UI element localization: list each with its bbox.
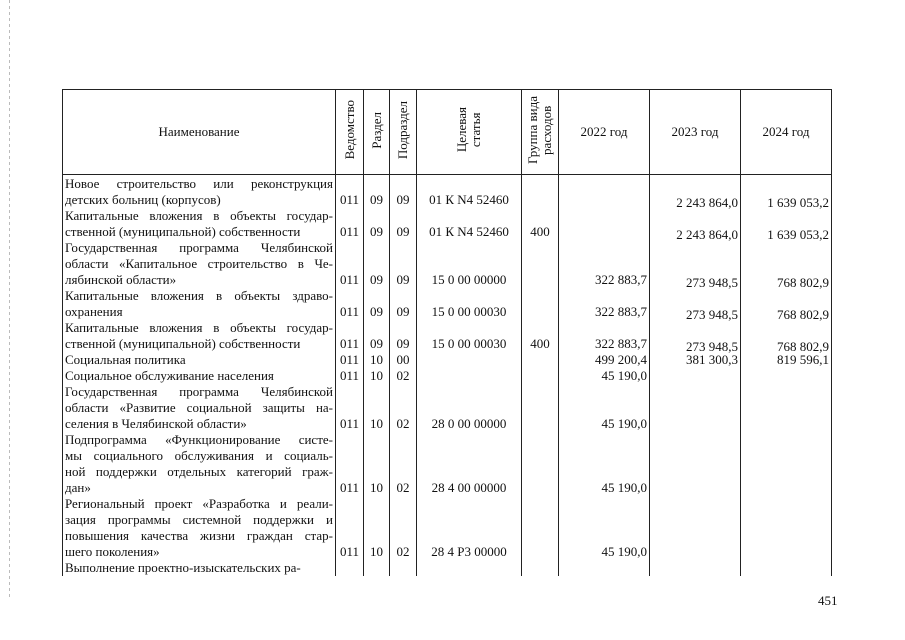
row-gruppa <box>522 432 559 496</box>
row-amount-2023 <box>650 384 741 432</box>
row-amount-2022: 322 883,7 <box>559 240 650 288</box>
header-celevaya-statya: Целевая статья <box>417 90 522 175</box>
table-row <box>63 208 832 240</box>
table-row <box>63 175 832 209</box>
row-amount-2022: 322 883,7 <box>559 320 650 352</box>
header-name: Наименование <box>63 90 336 175</box>
row-gruppa <box>522 175 559 209</box>
row-amount-2024: 1 639 053,2 <box>741 211 832 243</box>
table-row <box>63 288 832 320</box>
row-amount-2024 <box>741 560 832 576</box>
row-amount-2024 <box>741 496 832 560</box>
row-name-line: ственной (муниципальной) собственности <box>65 336 301 351</box>
row-amount-2024: 819 596,1 <box>741 352 832 368</box>
row-amount-2024: 768 802,9 <box>741 323 832 355</box>
row-vedomstvo: 011 <box>336 368 364 384</box>
row-razdel: 10 <box>364 384 390 432</box>
row-name-line: Региональный проект «Разработка и реали- <box>65 496 333 511</box>
row-name-line: мы социального обслуживания и социаль- <box>65 448 333 463</box>
row-amount-2023 <box>650 496 741 560</box>
row-name <box>63 560 336 576</box>
row-razdel <box>364 560 390 576</box>
row-vedomstvo <box>336 560 364 576</box>
row-name <box>63 432 336 496</box>
row-amount-2024: 768 802,9 <box>741 243 832 291</box>
row-podrazdel: 02 <box>390 432 417 496</box>
row-name-line: зация программы системной поддержки и <box>65 512 333 527</box>
row-amount-2023: 273 948,5 <box>650 243 741 291</box>
row-name <box>63 288 336 320</box>
row-name <box>63 496 336 560</box>
header-2024: 2024 год <box>741 90 832 175</box>
row-celevaya-statya: 28 4 Р3 00000 <box>417 496 522 560</box>
row-amount-2022 <box>559 560 650 576</box>
row-name-line: области «Развитие социальной защиты на- <box>65 400 333 415</box>
table-row <box>63 384 832 432</box>
row-name-line: Подпрограмма «Функционирование систе- <box>65 432 333 447</box>
row-amount-2023 <box>650 432 741 496</box>
row-name-line: Социальное обслуживание населения <box>65 368 274 383</box>
row-name-line: лябинской области» <box>65 272 177 287</box>
row-amount-2023 <box>650 368 741 384</box>
header-2022: 2022 год <box>559 90 650 175</box>
row-celevaya-statya: 15 0 00 00030 <box>417 288 522 320</box>
row-amount-2022: 45 190,0 <box>559 368 650 384</box>
row-vedomstvo: 011 <box>336 496 364 560</box>
row-celevaya-statya: 28 4 00 00000 <box>417 432 522 496</box>
row-name-line: Капитальные вложения в объекты государ- <box>65 320 333 335</box>
scan-edge-line <box>9 0 10 600</box>
row-name-line: Выполнение проектно-изыскательских ра- <box>65 560 301 575</box>
row-amount-2022: 499 200,4 <box>559 352 650 368</box>
row-amount-2022 <box>559 208 650 240</box>
row-podrazdel: 09 <box>390 288 417 320</box>
row-name-line: ственной (муниципальной) собственности <box>65 224 301 239</box>
row-razdel: 09 <box>364 175 390 209</box>
row-name <box>63 175 336 209</box>
row-celevaya-statya: 15 0 00 00030 <box>417 320 522 352</box>
row-amount-2024 <box>741 432 832 496</box>
row-gruppa <box>522 288 559 320</box>
row-celevaya-statya <box>417 352 522 368</box>
row-name-line: Капитальные вложения в объекты государ- <box>65 208 333 223</box>
row-name-line: Капитальные вложения в объекты здраво- <box>65 288 333 303</box>
row-gruppa <box>522 352 559 368</box>
row-podrazdel: 00 <box>390 352 417 368</box>
row-celevaya-statya: 15 0 00 00000 <box>417 240 522 288</box>
row-gruppa <box>522 496 559 560</box>
row-podrazdel: 02 <box>390 496 417 560</box>
row-name <box>63 320 336 352</box>
row-amount-2022: 45 190,0 <box>559 432 650 496</box>
row-name-line: дан» <box>65 480 91 495</box>
row-name-line: Государственная программа Челябинской <box>65 240 333 255</box>
row-vedomstvo: 011 <box>336 175 364 209</box>
header-2023: 2023 год <box>650 90 741 175</box>
row-podrazdel: 02 <box>390 368 417 384</box>
table-body <box>63 175 832 577</box>
header-podrazdel: Подраздел <box>390 90 417 175</box>
row-amount-2023: 381 300,3 <box>650 352 741 368</box>
row-amount-2023: 273 948,5 <box>650 323 741 355</box>
page-number: 451 <box>818 593 838 608</box>
row-amount-2023: 273 948,5 <box>650 291 741 323</box>
table-row <box>63 560 832 576</box>
table-row <box>63 320 832 352</box>
row-name <box>63 368 336 384</box>
row-razdel: 10 <box>364 368 390 384</box>
row-amount-2023: 2 243 864,0 <box>650 178 741 212</box>
row-amount-2024 <box>741 368 832 384</box>
row-gruppa <box>522 240 559 288</box>
row-razdel: 09 <box>364 240 390 288</box>
row-name-line: Социальная политика <box>65 352 186 367</box>
row-name <box>63 240 336 288</box>
row-celevaya-statya <box>417 560 522 576</box>
row-podrazdel: 09 <box>390 240 417 288</box>
table-header-row <box>63 90 832 175</box>
header-razdel: Раздел <box>364 90 390 175</box>
row-amount-2022 <box>559 175 650 209</box>
row-razdel: 09 <box>364 288 390 320</box>
row-amount-2024 <box>741 384 832 432</box>
row-razdel: 10 <box>364 432 390 496</box>
header-gruppa-vida-rashodov: Группа вида расходов <box>522 90 559 175</box>
row-name-line: области «Капитальное строительство в Че- <box>65 256 333 271</box>
row-name-line: детских больниц (корпусов) <box>65 192 221 207</box>
row-vedomstvo: 011 <box>336 288 364 320</box>
row-name-line: ной поддержки отдельных категорий граж- <box>65 464 333 479</box>
row-name <box>63 208 336 240</box>
row-amount-2022: 45 190,0 <box>559 496 650 560</box>
table-row <box>63 432 832 496</box>
row-vedomstvo: 011 <box>336 208 364 240</box>
row-gruppa: 400 <box>522 320 559 352</box>
row-name-line: повышения качества жизни граждан стар- <box>65 528 333 543</box>
row-podrazdel: 09 <box>390 175 417 209</box>
row-amount-2024: 768 802,9 <box>741 291 832 323</box>
row-amount-2023: 2 243 864,0 <box>650 211 741 243</box>
row-gruppa <box>522 384 559 432</box>
row-name-line: Государственная программа Челябинской <box>65 384 333 399</box>
row-razdel: 10 <box>364 496 390 560</box>
row-razdel: 09 <box>364 320 390 352</box>
table-row <box>63 240 832 288</box>
row-name <box>63 384 336 432</box>
row-vedomstvo: 011 <box>336 384 364 432</box>
header-vedomstvo: Ведомство <box>336 90 364 175</box>
row-name-line: Новое строительство или реконструкция <box>65 176 333 191</box>
row-razdel: 09 <box>364 208 390 240</box>
row-podrazdel: 09 <box>390 320 417 352</box>
row-amount-2022: 322 883,7 <box>559 288 650 320</box>
row-gruppa <box>522 368 559 384</box>
row-celevaya-statya: 28 0 00 00000 <box>417 384 522 432</box>
row-name-line: селения в Челябинской области» <box>65 416 247 431</box>
row-vedomstvo: 011 <box>336 432 364 496</box>
row-gruppa <box>522 560 559 576</box>
row-podrazdel <box>390 560 417 576</box>
table-row <box>63 368 832 384</box>
row-razdel: 10 <box>364 352 390 368</box>
row-celevaya-statya: 01 К N4 52460 <box>417 175 522 209</box>
row-name-line: шего поколения» <box>65 544 160 559</box>
row-vedomstvo: 011 <box>336 320 364 352</box>
row-amount-2023 <box>650 560 741 576</box>
row-celevaya-statya: 01 К N4 52460 <box>417 208 522 240</box>
budget-table <box>62 89 832 576</box>
row-vedomstvo: 011 <box>336 240 364 288</box>
row-name <box>63 352 336 368</box>
row-amount-2022: 45 190,0 <box>559 384 650 432</box>
table-row <box>63 496 832 560</box>
row-podrazdel: 09 <box>390 208 417 240</box>
row-podrazdel: 02 <box>390 384 417 432</box>
row-amount-2024: 1 639 053,2 <box>741 178 832 212</box>
row-name-line: охранения <box>65 304 123 319</box>
row-celevaya-statya <box>417 368 522 384</box>
row-vedomstvo: 011 <box>336 352 364 368</box>
row-gruppa: 400 <box>522 208 559 240</box>
